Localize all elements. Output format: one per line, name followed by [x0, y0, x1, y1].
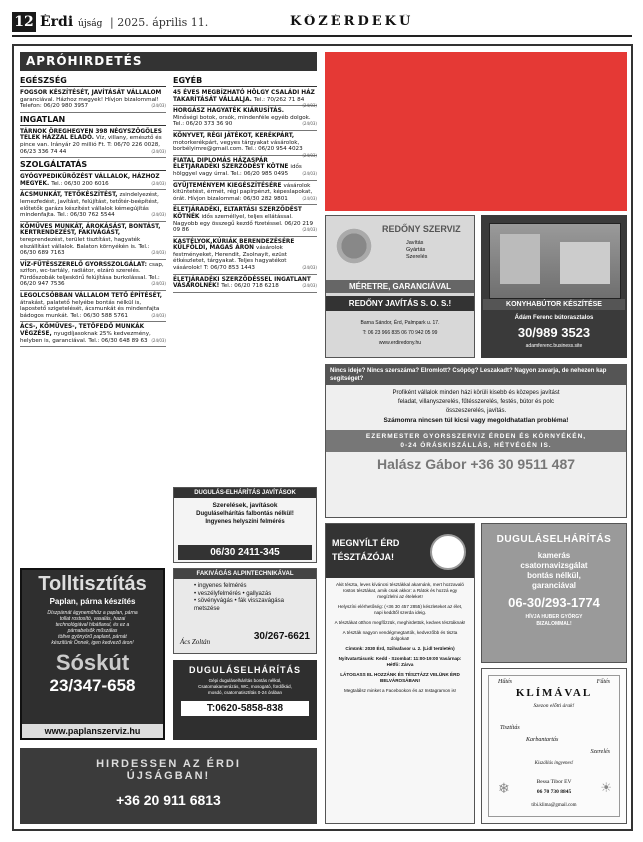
feather-description-line: töltve gyönyörű paplant, párnát [58, 634, 127, 640]
handyman-banner-1: EZERMESTER GYORSSZERVIZ ÉRDEN ÉS KÖRNYÉKÉN, [365, 433, 587, 440]
shutter-website: www.erdiredony.hu [378, 340, 422, 346]
sun-small-icon: ☀ [600, 781, 612, 796]
ac-item-cleaning: Tisztítás [500, 725, 520, 731]
feather-subtitle: Paplan, párna készítés [49, 597, 136, 606]
classified-ad [20, 173, 166, 190]
classified-ad-body: vásárolok kitüntetést, érmét, régi papírpénzt, képeslapokat, órát. Hívjon bizalommal: 06/30 282 9801 [173, 182, 313, 202]
classified-ad-body: csap, szifon, wc-tartály, radiátor, elzáró szerelés. Fürdőszobák teljeskörű felújítása burkolással. Tel.: 06/20 947 7536 [20, 261, 164, 288]
classified-ad-headline: ÉLETJÁRADÉKI SZERZŐDÉSSEL INGATLANT VÁSÁROLNÉK! [173, 276, 311, 290]
classified-ad-tag: (24/03) [151, 250, 166, 256]
ac-title: KLÍMÁVAL [515, 687, 593, 699]
pasta-paragraph: A tészták nagyon vendégmegtartók, kedvezőbb és tiszta dolgokat! [342, 630, 458, 641]
handyman-ad [325, 364, 627, 518]
classified-ad-tag: (24/03) [302, 103, 317, 109]
classified-ad [20, 223, 166, 260]
page-number: 12 [12, 12, 36, 32]
classified-ad-headline: KŐMŰVES MUNKÁT, ÁROKÁSÁST, BONTÁST, KERTRENDEZÉST, FAKIVÁGÁST, [20, 223, 161, 237]
classified-ad-tag: (24/03) [151, 103, 166, 109]
classified-ad-headline: ÁCS-, KŐMŰVES-, TETŐFEDŐ MUNKÁK VÉGZÉSE, [20, 324, 145, 338]
kitchen-title: KONYHABÚTOR KÉSZÍTÉSE [483, 299, 625, 310]
classified-ad-body: tereprendezést, terület tisztítást, hagyaték elszállítást vállalok. Balaton környékén is. Tel.: 06/30 689 7163 [20, 236, 150, 257]
classified-ad-headline: GYŰJTEMÉNYEM KIEGÉSZÍTÉSÉRE [173, 182, 284, 189]
handyman-top: Nincs ideje? Nincs szerszáma? Elromlott? Csöpög? Leszakadt? Nagyon zavarja, de nehezen kap segítséget? [326, 365, 626, 385]
classified-ad-headline: GYÓGYPEDIKŰRÖZÉST VÁLLALOK, HÁZHOZ MEGYEK. [20, 174, 160, 187]
classified-ad-body: átrakást, palatető helyébe bontás nélkül is, lapostető szigetelését, ácsmunkát és mindenfajta bádogos munkát. Tel.: 06/30 588 5761 [20, 299, 160, 319]
tree-services [194, 583, 316, 613]
section-title: KÖZÉRDEKŰ [290, 14, 414, 29]
classified-ad-body: Víz, villany, emésztő és pince van. Irányár 20 millió Ft. T: 06/70 226 0028, 06/23 336 74 44 [20, 135, 162, 155]
drain-dark-line-3: mosdó, csatornatisztítás 0-24 órában [207, 690, 283, 695]
classified-category: EGYÉB [173, 76, 317, 87]
classified-ad-headline: ÉLETJÁRADÉKI, ELTARTÁSI SZERZŐDÉST KÖTNÉK [173, 207, 302, 220]
classified-ad-tag: (24/03) [151, 312, 166, 318]
drain-camera-line: garanciával [531, 581, 577, 590]
pasta-paragraph: Nyitvatartásunk: Kedd - Szombat: 11:00-19:00 Vasárnap: Hétfő: Zárva [338, 656, 462, 667]
drain-camera-footer-1: HÍVJA HUBER GYÖRGY [525, 614, 583, 620]
kitchen-phone: 30/989 3523 [517, 325, 591, 340]
drain-dark-line-1: Gépi duguláselhárítás bontás nélkül, [208, 678, 282, 683]
handyman-line-2: feladat, villanyszerelés, fűtésszerelés, festés, bútor és polc [397, 399, 555, 405]
feather-description [28, 610, 157, 646]
shutter-banner: MÉRETRE, GARANCIÁVAL [326, 280, 474, 293]
tree-service-item: • veszélyfelmérés • gallyazás [194, 590, 272, 597]
drain-camera-line: bontás nélkül, [527, 571, 581, 580]
classified-ad-body: Minőségi botok, orsók, mindenféle egyéb dolgok. Tel.: 06/20 373 36 90 [173, 114, 311, 128]
classified-ad-headline: FOGSOR KÉSZÍTÉSÉT, JAVÍTÁSÁT VÁLLALOM [20, 90, 162, 96]
feather-town: Sóskút [55, 650, 130, 675]
tree-service-item: • sövényvágás • fák visszavágása [194, 598, 284, 604]
handyman-line-4: Számomra nincsen túl kicsi vagy megoldhatatlan probléma! [383, 417, 569, 424]
advertise-line-2: ÚJSÁGBAN! [126, 770, 211, 782]
classified-ad-tag: (24/03) [302, 195, 317, 201]
shutter-title: REDŐNY SZERVIZ [382, 224, 461, 234]
pasta-paragraph: Címünk: 2030 Érd, Szilvafasor u. 2. (Lidl területén) [345, 646, 455, 651]
pasta-shop-ad [325, 523, 475, 824]
pasta-logo-icon [430, 534, 466, 570]
tree-service-item: • ingyenes felmérés [194, 583, 247, 589]
advertise-here-ad [20, 748, 317, 824]
drain-camera-title: DUGULÁSELHÁRÍTÁS [496, 534, 612, 545]
classified-category: INGATLAN [20, 115, 166, 126]
shutter-service-item: Gyártás [406, 247, 426, 253]
ac-item-maintenance: Karbantartás [526, 737, 559, 743]
handyman-banner [326, 430, 626, 452]
drain-camera-phone: 06-30/293-1774 [508, 595, 600, 610]
classified-ad-headline: FIATAL DIPLOMÁS HÁZASPÁR ÉLETJÁRADÉKI SZERZŐDÉST KÖTNE [173, 157, 291, 171]
handyman-name-phone: Halász Gábor +36 30 9511 487 [376, 456, 576, 472]
plumbing-small-line-3: Ingyenes helyszíni felmérés [205, 519, 285, 525]
feather-description-line: technológiával hibátlanul, és ez a [55, 622, 130, 628]
classified-category: EGÉSZSÉG [20, 76, 166, 87]
kitchen-website: adamferenc.business.site [525, 343, 583, 349]
drain-camera-line: kamerás [537, 551, 571, 560]
classified-ad [173, 182, 317, 206]
classified-ad [20, 323, 166, 347]
classified-ad [20, 89, 166, 113]
classified-ad [173, 157, 317, 181]
classified-ad-tag: (24/03) [151, 337, 166, 343]
pasta-title-1: MEGNYÍLT ÉRD [332, 538, 400, 548]
pasta-body [326, 578, 474, 702]
classified-ad-tag: (24/03) [302, 170, 317, 176]
classified-ad [173, 89, 317, 109]
classified-ad-headline: HORGÁSZ HAGYATÉK KIÁRUSÍTÁS. [173, 108, 284, 115]
classified-ad [173, 107, 317, 131]
classified-ad-tag: (24/03) [302, 227, 317, 233]
pasta-paragraph: Megtalálsz minket a Facebookon és az Instagramon is! [343, 688, 457, 693]
classified-ad-headline: ÁCSMUNKÁT, TETŐKÉSZÍTÉST, [20, 192, 120, 199]
ac-email: tibi.klima@gmail.com [531, 803, 577, 808]
brand-sub: újság [78, 19, 103, 29]
classified-ad-headline: TÁRNOK ÖREGHEGYEN 398 NÉGYSZÖGÖLES TELEK HÁZZAL ELADÓ. [20, 128, 162, 142]
newspaper-brand [40, 14, 102, 30]
feather-phone: 23/347-658 [49, 676, 136, 695]
pasta-paragraph: A tésztákat otthon megfőzzük, meghirdettük, kedves tésztáknak! [334, 620, 466, 625]
classified-ad [20, 128, 166, 158]
classified-ad-body: Tel.: 06/30 200 6016 [51, 180, 109, 187]
kitchen-photo [489, 223, 621, 299]
classified-ad-body: Tel.: 06/20 718 6218 [221, 283, 279, 290]
shutter-company: REDŐNY JAVÍTÁS S. O. S.! [326, 296, 474, 311]
tree-contact-name: Ács Zoltán [180, 638, 211, 646]
plumbing-ad-small [173, 487, 317, 563]
drain-dark-line-2: Csatornakamerázás, WC, mosogató, fürdőkád, [198, 684, 292, 689]
sun-icon [332, 224, 376, 268]
classified-ad-tag: (24/03) [302, 152, 317, 158]
feather-description-line: tollat rostosító, vasalás, hazai [59, 616, 126, 622]
classified-ad-tag: (24/03) [151, 148, 166, 154]
handyman-line-3: összeszerelés, javítás. [445, 408, 507, 414]
classified-ad-body: motorkerékpárt, vegyes tárgyakat vásárolok, borbélyimre@gmail.com. Tel.: 06/20 954 4023 [173, 139, 303, 153]
feather-title: Tolltisztítás [38, 573, 147, 595]
feather-cleaning-ad [20, 568, 165, 740]
classifieds-title: APRÓHIRDETÉS [20, 52, 317, 71]
classified-ad-body: idős személlyel, teljes ellátással. Nagyobb egy összegű kezdő fizetéssel. 06/20 219 09 86 [173, 213, 314, 234]
drain-camera-line: csatornavizsgálat [520, 561, 588, 570]
handyman-line-1: Profiként vállalok minden házi körüli kisebb és közepes javítást [392, 390, 560, 396]
pasta-paragraph: Akit tészta, leves kíváncsi tésztákkal akarnánk, mert hozzavaló rostos tésztákat, amik csak akkor: a Rátok és hozzá egy megízlelni az ételeket! [336, 582, 464, 599]
classified-ad-tag: (24/03) [151, 180, 166, 186]
header-rule [12, 35, 632, 37]
issue-date: | 2025. április 11. [110, 16, 209, 29]
ac-heading-cooling: Hűtés [498, 679, 512, 685]
ac-phone: 06 70 730 8845 [536, 789, 572, 795]
plumbing-small-line-1: Szerelések, javítások [212, 502, 278, 509]
classified-ad-tag: (24/03) [151, 281, 166, 287]
classifieds-right-column [173, 74, 317, 482]
brand-name: Érdi [40, 14, 74, 30]
classified-ad [173, 206, 317, 236]
tree-service-item: metszése [194, 605, 220, 612]
ac-heading-heating: Fűtés [596, 679, 610, 685]
classified-ad-body: idős hölggyel vagy úrral. Tel.: 06/20 985 0495 [173, 164, 302, 177]
classified-ad [173, 238, 317, 275]
plumbing-small-line-2: Duguláselhárítás falbontás nélkül! [196, 511, 294, 517]
ac-subtitle: Szezon előtti árak! [533, 703, 575, 709]
shutter-address: Barna Sándor, Érd, Palmpark u. 17. [360, 320, 440, 326]
classified-ad-tag: (24/03) [151, 212, 166, 218]
shutter-service-item: Szerelés [406, 254, 428, 260]
classified-ad [173, 276, 317, 293]
feather-description-line: Díszpárnát ágyneműhöz a paplan, párna [47, 610, 138, 616]
plumbing-small-phone: 06/30 2411-345 [178, 545, 312, 560]
plumbing-small-title: DUGULÁS-ELHÁRÍTÁS JAVÍTÁSOK [174, 488, 316, 498]
snowflake-icon: ❄ [498, 781, 510, 797]
classified-ad-headline: LEGOLCSÓBBAN VÁLLALOM TETŐ ÉPÍTÉSÉT, [20, 293, 162, 300]
air-conditioning-ad [481, 668, 627, 824]
feather-description-line: párnabelsők műszálas [67, 628, 118, 634]
advertise-line-1: HIRDESSEN AZ ÉRDI [96, 758, 241, 770]
drain-cleaning-ad-dark [173, 660, 317, 740]
drain-dark-title: DUGULÁSELHÁRÍTÁS [189, 665, 301, 675]
tree-phone: 30/267-6621 [253, 631, 310, 642]
classified-ad-headline: VÍZ-FŰTÉSSZERELŐ GYORSSZOLGÁLAT: [20, 261, 149, 268]
classified-ad-body: garanciával. Házhoz megyek! Hívjon bizalommal! Telefon: 06/20 980 3957 [20, 96, 159, 110]
classified-ad-tag: (24/03) [302, 283, 317, 289]
shutter-phone: T: 06 23 966 835 06 70 942 05 99 [362, 330, 438, 336]
classified-category: SZOLGÁLTATÁS [20, 160, 166, 171]
shutter-repair-ad [325, 215, 475, 358]
red-placeholder-block [325, 52, 627, 211]
drain-camera-footer-2: BIZALOMMAL! [536, 621, 572, 627]
drain-dark-phone: T:0620-5858-838 [181, 701, 309, 716]
classified-ad-body: vásárolok festményeket, Herendit, Zsolnayit, ezüst étkészletet, tárgyakat. Teljes hagyatékot vásárolok! T: 06/70 853 1443 [173, 245, 287, 272]
pasta-title-2: TÉSZTÁZÓJA! [332, 552, 394, 562]
classified-ad-headline: KÖNYVET, RÉGI JÁTÉKOT, KERÉKPÁRT, [173, 132, 295, 139]
classified-ad-body: nyugdíjasoknak 25% kedvezmény, helyben is, garanciával. Tel.: 06/30 648 89 63 [20, 331, 151, 344]
shutter-service-item: Javítás [406, 240, 424, 246]
kitchen-name: Ádám Ferenc bútorasztalos [514, 315, 594, 321]
drain-camera-lines [482, 551, 626, 591]
feather-description-line: készítünk Önnek, igen kedvező áron! [51, 640, 134, 646]
classified-ad [20, 261, 166, 291]
classified-ad-body: zsindelyezést, lemezfedést, javítást, felújítást, tetőtér-beépítést, előtetők garázs készítést vállalok kémegújítás mindenfajta. Tel.: 06/30 762 5544 [20, 192, 159, 219]
tree-title: FAKIVÁGÁS ALPINTECHNIKÁVAL [174, 569, 316, 579]
classified-ad-tag: (24/03) [302, 121, 317, 127]
ac-free-travel: Kiszállás ingyenes! [534, 761, 574, 766]
ac-item-installation: Szerelés [590, 749, 610, 755]
drain-camera-ad [481, 523, 627, 663]
classified-ad-headline: 45 ÉVES MEGBÍZHATÓ HÖLGY CSALÁDI HÁZ TAKARÍTÁSÁT VÁLLALJA. [173, 90, 315, 103]
feather-website: www.paplanszerviz.hu [22, 724, 163, 738]
pasta-paragraph: Helyszíni elérhetőség: (+36 30 457 2855) készleteket az élet, napi keddtől szerda ideig. [337, 604, 463, 615]
ac-name: Bessa Tibor EV [536, 779, 572, 785]
shutter-services [406, 240, 427, 261]
kitchen-furniture-ad [481, 215, 627, 358]
handyman-banner-2: 0-24 ÓRÁSKISZÁLLÁS, HÉTVÉGÉN IS. [400, 442, 552, 449]
classified-ad [173, 132, 317, 156]
tree-cutting-ad [173, 568, 317, 654]
pasta-paragraph: LÁTOGASS EL HOZZÁNK ÉS TÉSZTÁZZ VELÜNK ÉRD BELVÁROSÁBAN! [340, 672, 460, 683]
pasta-header [326, 524, 474, 578]
classifieds-left-column [20, 74, 166, 562]
advertise-phone: +36 20 911 6813 [116, 792, 221, 808]
classified-ad-body: Tel.: 70/262 71 84 [253, 96, 305, 103]
classified-ad [20, 191, 166, 221]
classified-ad-headline: KASTÉLYOK,KÚRIÁK BERENDEZÉSÉRE KÜLFÖLDI, MAGAS ÁRON [173, 238, 295, 252]
classified-ad-tag: (24/03) [302, 265, 317, 271]
classified-ad [20, 292, 166, 322]
